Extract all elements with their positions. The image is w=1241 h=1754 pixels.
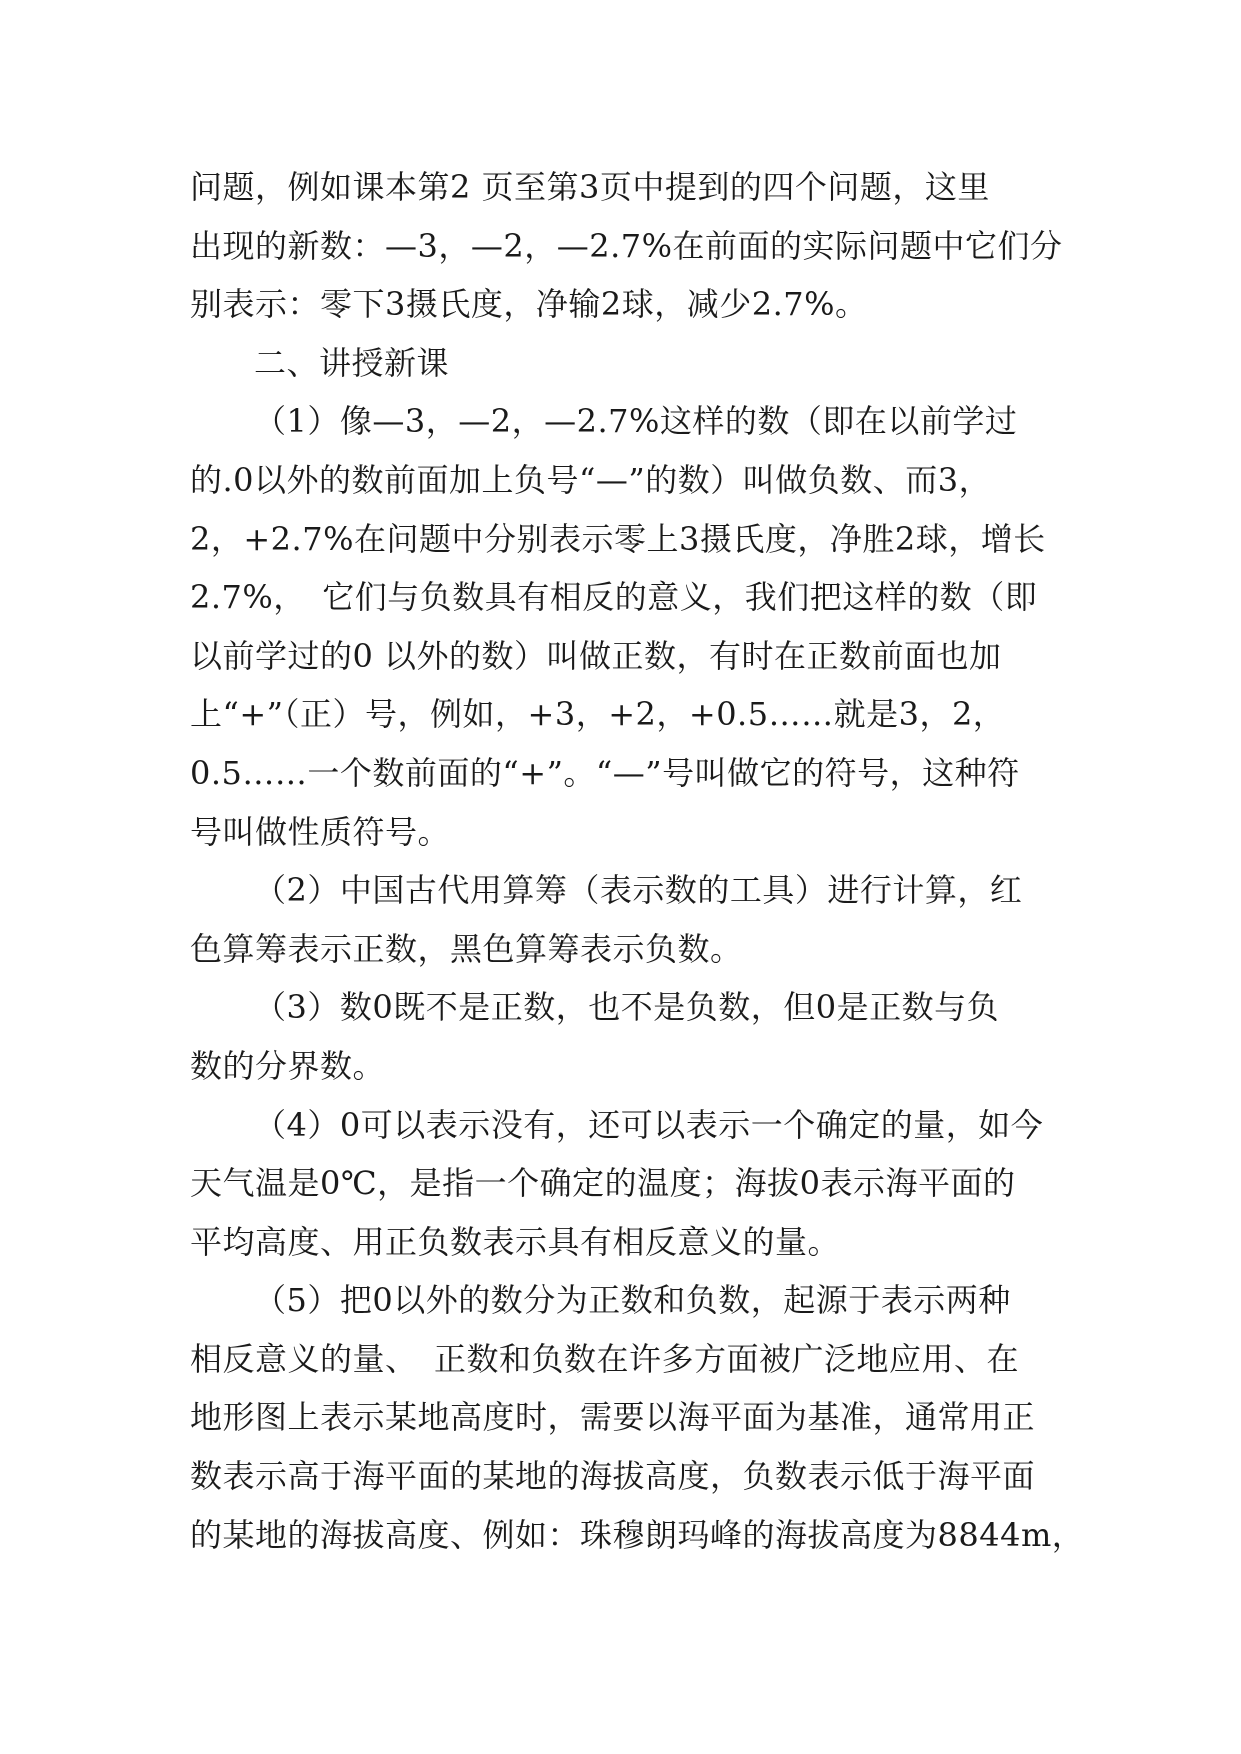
text-line: 数的分界数。 xyxy=(190,1046,386,1085)
text-line: （4）0可以表示没有，还可以表示一个确定的量，如今 xyxy=(254,1105,1044,1144)
text-line: 的.0以外的数前面加上负号“—”的数）叫做负数、而3， xyxy=(190,460,992,499)
text-line: 问题，例如课本第2 页至第3页中提到的四个问题，这里 xyxy=(190,168,990,206)
text-line: 相反意义的量、 正数和负数在许多方面被广泛地应用、在 xyxy=(190,1339,1020,1378)
text-line: 以前学过的0 以外的数）叫做正数，有时在正数前面也加 xyxy=(190,636,1002,675)
text-line: 0.5……一个数前面的“+”。“—”号叫做它的符号，这种符 xyxy=(190,753,1020,792)
text-line: 数表示高于海平面的某地的海拔高度，负数表示低于海平面 xyxy=(190,1457,1036,1496)
text-line: （5）把0以外的数分为正数和负数，起源于表示两种 xyxy=(254,1281,1011,1320)
text-line: （3）数0既不是正数，也不是负数，但0是正数与负 xyxy=(254,988,1000,1027)
text-line: 2.7%， 它们与负数具有相反的意义，我们把这样的数（即 xyxy=(190,578,1038,617)
section-heading: 二、讲授新课 xyxy=(254,343,450,382)
text-line: （1）像—3，—2，—2.7%这样的数（即在以前学过 xyxy=(254,402,1018,441)
text-line: 号叫做性质符号。 xyxy=(190,812,451,851)
text-line: 别表示：零下3摄氏度，净输2球，减少2.7%。 xyxy=(190,285,868,324)
text-line: 平均高度、用正负数表示具有相反意义的量。 xyxy=(190,1222,841,1261)
text-line: 地形图上表示某地高度时，需要以海平面为基准，通常用正 xyxy=(190,1398,1036,1437)
document-body xyxy=(190,158,1085,1564)
text-line: 天气温是0℃，是指一个确定的温度；海拔0表示海平面的 xyxy=(190,1164,1016,1203)
text-line: 的某地的海拔高度、例如：珠穆朗玛峰的海拔高度为8844m， xyxy=(190,1515,1085,1554)
text-line: （2）中国古代用算筹（表示数的工具）进行计算，红 xyxy=(254,871,1023,910)
text-line: 上“+”（正）号，例如，+3，+2，+0.5……就是3，2， xyxy=(190,695,1006,734)
text-line: 2，+2.7%在问题中分别表示零上3摄氏度，净胜2球，增长 xyxy=(190,519,1046,558)
text-line: 出现的新数：—3，—2，—2.7%在前面的实际问题中它们分 xyxy=(190,226,1063,265)
text-line: 色算筹表示正数，黑色算筹表示负数。 xyxy=(190,929,743,968)
